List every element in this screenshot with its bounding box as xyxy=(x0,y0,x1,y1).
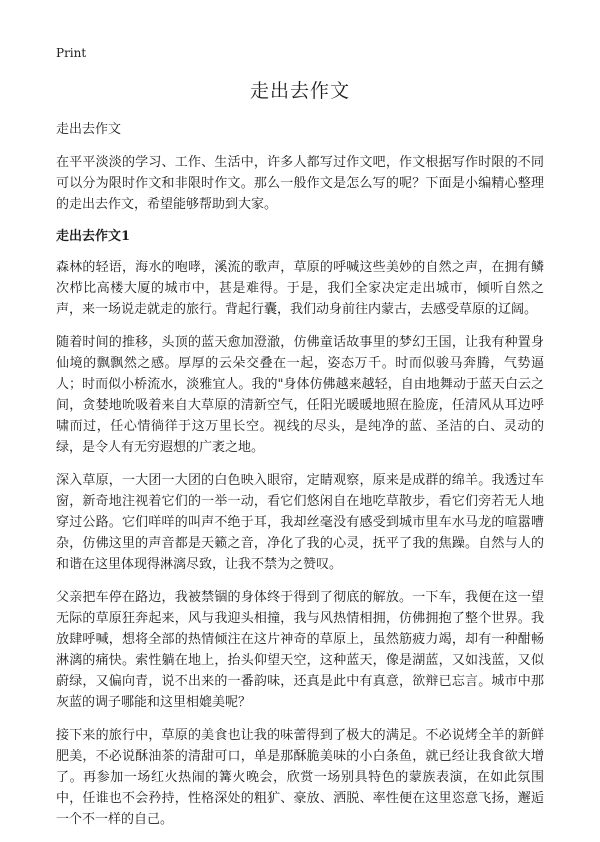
document-title: 走出去作文 xyxy=(249,80,350,102)
body-paragraph: 随着时间的推移，头顶的蓝天愈加澄澈，仿佛童话故事里的梦幻王国，让我有种置身仙境的飘飘然之感。厚厚的云朵交叠在一起，姿态万千。时而似骏马奔腾，气势逼人；时而似小桥流水，淡雅宜人。我的"身体仿佛越来越轻，自由地舞动于蓝天白云之间，贪婪地吮吸着来自大草原的清新空气，任阳光暖暖地照在脸庞，任清风从耳边呼啸而过，任心情徜徉于这万里长空。视线的尽头，是纯净的蓝、圣洁的白、灵动的绿，是令人有无穷遐想的广袤之地。 xyxy=(56,335,544,455)
body-paragraph: 森林的轻语，海水的咆哮，溪流的歌声，草原的呼喊这些美妙的自然之声，在拥有鳞次栉比高楼大厦的城市中，甚是难得。于是，我们全家决定走出城市，倾听自然之声，来一场说走就走的旅行。背起行囊，我们动身前往内蒙古，去感受草原的辽阔。 xyxy=(56,260,544,317)
document-subtitle: 走出去作文 xyxy=(56,122,122,137)
print-link[interactable]: Print xyxy=(56,46,87,60)
document-body xyxy=(56,120,544,842)
section-heading: 走出去作文1 xyxy=(56,229,131,244)
body-paragraph: 深入草原，一大团一大团的白色映入眼帘，定睛观察，原来是成群的绵羊。我透过车窗，新奇地注视着它们的一举一动，看它们悠闲自在地吃草散步，看它们旁若无人地穿过公路。它们咩咩的叫声不绝于耳，我却丝毫没有感受到城市里车水马龙的喧嚣嘈杂，仿佛这里的声音都是天籁之音，净化了我的心灵，抚平了我的焦躁。自然与人的和谐在这里体现得淋漓尽致，让我不禁为之赞叹。 xyxy=(56,473,544,572)
body-paragraph: 父亲把车停在路边，我被禁锢的身体终于得到了彻底的解放。一下车，我便在这一望无际的草原狂奔起来，风与我迎头相撞，我与风热情相拥，仿佛拥抱了整个世界。我放肆呼喊，想将全部的热情倾注在这片神奇的草原上，虽然筋疲力竭，却有一种酣畅淋漓的痛快。索性躺在地上，抬头仰望天空，这种蓝天，像是湖蓝，又如浅蓝，又似蔚绿，又偏向青，说不出来的一番韵味，还真是此中有真意，欲辩已忘言。城市中那灰蓝的调子哪能和这里相媲美呢？ xyxy=(56,590,544,710)
intro-paragraph: 在平平淡淡的学习、工作、生活中，许多人都写过作文吧，作文根据写作时限的不同可以分为限时作文和非限时作文。那么一般作文是怎么写的呢？下面是小编精心整理的走出去作文，希望能够帮助到大家。 xyxy=(56,155,544,212)
body-paragraph: 接下来的旅行中，草原的美食也让我的味蕾得到了极大的满足。不必说烤全羊的新鲜肥美，不必说酥油茶的清甜可口，单是那酥脆美味的小白条鱼，就已经让我食欲大增了。再参加一场红火热闹的篝火晚会，欣赏一场别具特色的蒙族表演，在如此氛围中，任谁也不会矜持，性格深处的粗犷、豪放、洒脱、率性便在这里恣意飞扬，邂逅一个不一样的自己。 xyxy=(56,728,544,827)
